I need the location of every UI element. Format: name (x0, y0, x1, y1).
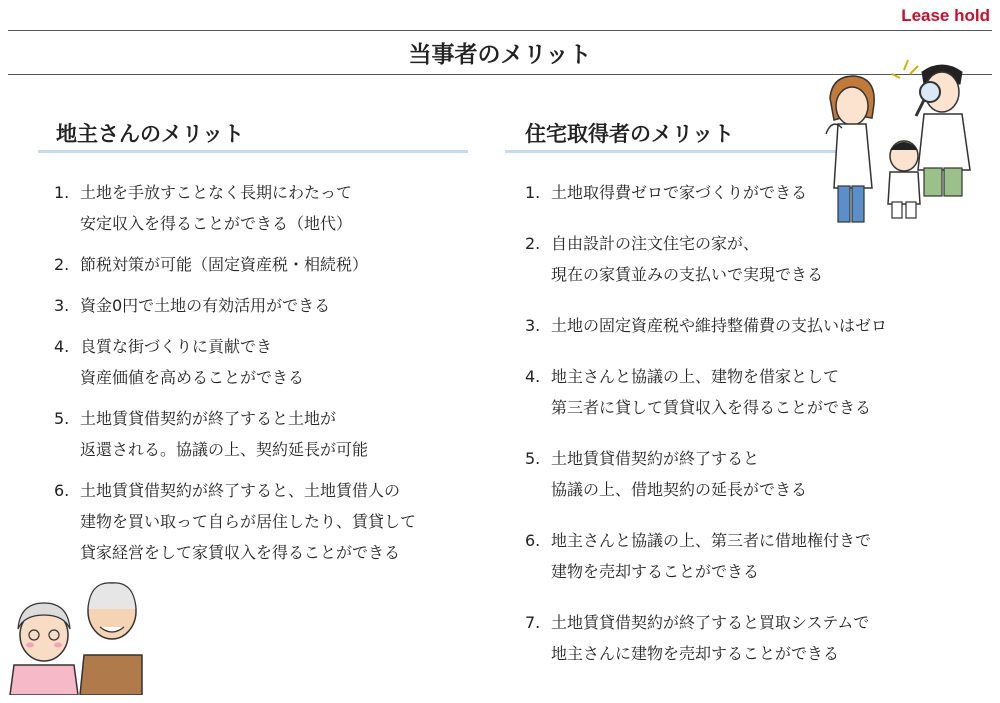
grandfather-figure (80, 583, 142, 695)
list-item-text (80, 403, 468, 465)
list-item-line: 地主さんに建物を売却することができる (551, 644, 840, 663)
list-item-number: 3. (54, 296, 70, 315)
list-item-line: 土地賃貸借契約が終了すると、土地賃借人の (80, 481, 401, 500)
list-item (54, 290, 468, 321)
list-item-line: 建物を買い取って自らが居住したり、賃貸して (80, 512, 417, 531)
list-item-number: 4. (54, 337, 70, 356)
list-item-number: 3. (525, 316, 541, 335)
list-item-line: 貸家経営をして家賃収入を得ることができる (80, 543, 401, 562)
list-item-line: 第三者に貸して賃貸収入を得ることができる (551, 398, 872, 417)
list-item (525, 525, 985, 587)
list-item-line: 土地の固定資産税や維持整備費の支払いはゼロ (551, 316, 888, 335)
list-item-line: 自由設計の注文住宅の家が、 (551, 234, 760, 253)
list-item-line: 土地取得費ゼロで家づくりができる (551, 183, 808, 202)
list-item-line: 土地賃貸借契約が終了すると買取システムで (551, 613, 870, 632)
list-item-line: 資金0円で土地の有効活用ができる (80, 296, 331, 315)
list-item-text (80, 331, 468, 393)
child-figure (888, 141, 920, 218)
list-item-text (80, 249, 468, 280)
list-item-text (80, 475, 468, 568)
landowner-heading-underline (38, 150, 468, 153)
list-item-line: 良質な街づくりに貢献でき (80, 337, 273, 356)
landowner-list (38, 177, 468, 568)
list-item (525, 310, 985, 341)
list-item-line: 地主さんと協議の上、第三者に借地権付きで (551, 531, 872, 550)
acquirer-list (505, 177, 985, 669)
family-illustration (812, 58, 992, 238)
list-item-text (80, 290, 468, 321)
list-item-number: 2. (54, 255, 70, 274)
list-item (54, 475, 468, 568)
list-item (54, 249, 468, 280)
list-item-line: 返還される。協議の上、契約延長が可能 (80, 440, 369, 459)
list-item-line: 建物を売却することができる (551, 562, 760, 581)
list-item-line: 現在の家賃並みの支払いで実現できる (551, 265, 824, 284)
acquirer-heading-underline (505, 150, 845, 153)
list-item-number: 1. (54, 183, 70, 202)
list-item-line: 地主さんと協議の上、建物を借家として (551, 367, 840, 386)
list-item-text (551, 525, 985, 587)
list-item-line: 協議の上、借地契約の延長ができる (551, 480, 808, 499)
list-item-number: 7. (525, 613, 541, 632)
list-item-text (551, 443, 985, 505)
list-item (54, 403, 468, 465)
list-item (525, 443, 985, 505)
acquirer-heading: 住宅取得者のメリット (525, 122, 735, 146)
list-item-line: 資産価値を高めることができる (80, 368, 305, 387)
list-item-text (551, 310, 985, 341)
list-item-number: 2. (525, 234, 541, 253)
list-item-line: 安定収入を得ることができる（地代） (80, 214, 353, 233)
elderly-couple-illustration (4, 565, 144, 695)
list-item (525, 607, 985, 669)
page-title: 当事者のメリット (408, 42, 592, 68)
list-item-line: 節税対策が可能（固定資産税・相続税） (80, 255, 369, 274)
list-item-line: 土地賃貸借契約が終了すると (551, 449, 760, 468)
list-item-text (551, 607, 985, 669)
list-item-number: 5. (525, 449, 541, 468)
landowner-heading: 地主さんのメリット (56, 122, 245, 146)
list-item (525, 361, 985, 423)
list-item-line: 土地賃貸借契約が終了すると土地が (80, 409, 337, 428)
list-item (54, 331, 468, 393)
list-item-number: 6. (54, 481, 70, 500)
landowner-section (38, 118, 468, 578)
list-item-text (551, 361, 985, 423)
list-item-text (80, 177, 468, 239)
list-item-number: 5. (54, 409, 70, 428)
list-item-number: 6. (525, 531, 541, 550)
brand-label: Lease hold (901, 6, 990, 25)
list-item-number: 4. (525, 367, 541, 386)
list-item (54, 177, 468, 239)
list-item-number: 1. (525, 183, 541, 202)
mother-figure (826, 76, 874, 222)
grandmother-figure (10, 603, 78, 695)
list-item-line: 土地を手放すことなく長期にわたって (80, 183, 353, 202)
top-divider (8, 30, 992, 31)
